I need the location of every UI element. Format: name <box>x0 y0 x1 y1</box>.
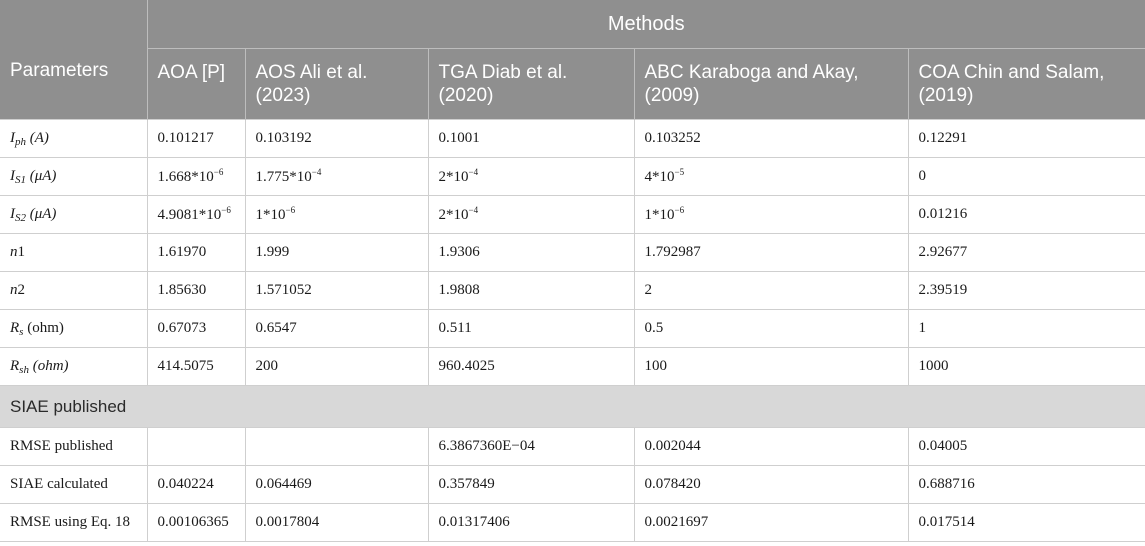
parameter-subscript: S2 <box>15 211 26 224</box>
value-cell: 1 <box>908 310 1145 348</box>
parameter-cell <box>0 196 147 234</box>
value-cell: 2.39519 <box>908 272 1145 310</box>
parameter-subscript: ph <box>15 135 26 148</box>
method-header: ABC Karaboga and Akay, (2009) <box>634 49 908 120</box>
value-cell: 1.9808 <box>428 272 634 310</box>
value-exponent: −6 <box>213 167 224 177</box>
metric-label: SIAE calculated <box>0 466 147 504</box>
value-cell: 1.61970 <box>147 234 245 272</box>
value-exponent: −5 <box>674 167 685 177</box>
value-cell <box>428 196 634 234</box>
value-base: 1.668*10 <box>157 169 214 185</box>
value-cell: 0.357849 <box>428 466 634 504</box>
parameter-symbol: I <box>10 205 15 222</box>
parameter-symbol: I <box>10 167 15 184</box>
value-cell: 0.078420 <box>634 466 908 504</box>
value-cell: 1.999 <box>245 234 428 272</box>
value-cell <box>147 428 245 466</box>
value-cell <box>245 196 428 234</box>
value-cell: 0.040224 <box>147 466 245 504</box>
value-cell <box>245 158 428 196</box>
value-exponent: −6 <box>285 205 296 215</box>
value-cell: 0.017514 <box>908 504 1145 542</box>
value-cell: 0.04005 <box>908 428 1145 466</box>
parameter-cell <box>0 158 147 196</box>
value-base: 4.9081*10 <box>157 207 222 223</box>
value-cell: 1.792987 <box>634 234 908 272</box>
parameter-cell <box>0 234 147 272</box>
value-cell: 1.9306 <box>428 234 634 272</box>
value-cell: 0.688716 <box>908 466 1145 504</box>
value-cell: 960.4025 <box>428 348 634 386</box>
value-cell: 2 <box>634 272 908 310</box>
parameter-symbol: n <box>10 244 18 260</box>
value-base: 2*10 <box>438 169 469 185</box>
value-base: 1.775*10 <box>255 169 312 185</box>
value-cell: 0.064469 <box>245 466 428 504</box>
table-row <box>0 196 1145 234</box>
value-base: 2*10 <box>438 207 469 223</box>
table-row <box>0 348 1145 386</box>
table-row <box>0 428 1145 466</box>
methods-group-header: Methods <box>147 0 1145 49</box>
parameter-cell <box>0 348 147 386</box>
value-cell: 0.002044 <box>634 428 908 466</box>
parameter-subscript: sh <box>19 363 29 376</box>
value-cell: 2.92677 <box>908 234 1145 272</box>
value-cell: 0.12291 <box>908 120 1145 158</box>
value-cell: 0.0017804 <box>245 504 428 542</box>
value-cell: 1000 <box>908 348 1145 386</box>
table-row <box>0 120 1145 158</box>
parameter-unit: (A) <box>26 129 49 146</box>
value-base: 1*10 <box>255 207 286 223</box>
value-cell: 0.00106365 <box>147 504 245 542</box>
parameter-subscript: S1 <box>15 173 26 186</box>
metric-label: RMSE using Eq. 18 <box>0 504 147 542</box>
value-base: 4*10 <box>644 169 675 185</box>
section-label: SIAE published <box>0 386 1145 428</box>
value-base: 1*10 <box>644 207 675 223</box>
parameter-symbol: R <box>10 319 20 336</box>
parameter-subscript: s <box>19 325 24 338</box>
parameter-unit: 2 <box>17 282 25 298</box>
value-cell: 0.01317406 <box>428 504 634 542</box>
value-cell: 0.511 <box>428 310 634 348</box>
value-exponent: −4 <box>468 205 479 215</box>
value-cell: 200 <box>245 348 428 386</box>
parameter-unit: (μA) <box>26 167 57 184</box>
header-blank-cell <box>0 0 147 49</box>
value-cell: 0.5 <box>634 310 908 348</box>
parameter-unit: (μA) <box>26 205 57 222</box>
parameter-symbol: R <box>10 357 20 374</box>
value-cell: 1.571052 <box>245 272 428 310</box>
value-cell: 1.85630 <box>147 272 245 310</box>
parameter-cell <box>0 120 147 158</box>
value-exponent: −4 <box>468 167 479 177</box>
value-cell <box>634 158 908 196</box>
parameter-unit: 1 <box>17 244 25 260</box>
parameter-unit: (ohm) <box>23 319 64 336</box>
value-cell <box>634 196 908 234</box>
value-exponent: −6 <box>674 205 685 215</box>
value-exponent: −6 <box>221 205 231 215</box>
value-cell <box>147 196 245 234</box>
value-cell: 0.103252 <box>634 120 908 158</box>
value-cell: 0.01216 <box>908 196 1145 234</box>
value-cell: 0.101217 <box>147 120 245 158</box>
metric-label: RMSE published <box>0 428 147 466</box>
value-cell: 414.5075 <box>147 348 245 386</box>
value-cell: 0.1001 <box>428 120 634 158</box>
value-cell: 6.3867360E−04 <box>428 428 634 466</box>
parameter-symbol: n <box>10 282 18 298</box>
value-cell: 0.0021697 <box>634 504 908 542</box>
table-row <box>0 158 1145 196</box>
value-cell: 0.103192 <box>245 120 428 158</box>
value-cell: 100 <box>634 348 908 386</box>
value-exponent: −4 <box>311 167 322 177</box>
value-cell: 0.6547 <box>245 310 428 348</box>
value-cell: 0 <box>908 158 1145 196</box>
table-row <box>0 310 1145 348</box>
method-header: AOS Ali et al. (2023) <box>245 49 428 120</box>
table-row <box>0 234 1145 272</box>
value-cell: 0.67073 <box>147 310 245 348</box>
value-cell <box>245 428 428 466</box>
parameter-cell <box>0 310 147 348</box>
section-row <box>0 386 1145 428</box>
table-row <box>0 272 1145 310</box>
parameter-unit: (ohm) <box>28 357 69 374</box>
method-header: COA Chin and Salam, (2019) <box>908 49 1145 120</box>
table-row <box>0 466 1145 504</box>
method-header: AOA [P] <box>147 49 245 120</box>
table-row <box>0 504 1145 542</box>
parameter-symbol: I <box>10 129 15 146</box>
parameter-cell <box>0 272 147 310</box>
value-cell <box>428 158 634 196</box>
parameters-header: Parameters <box>0 49 147 120</box>
table-body <box>0 120 1145 542</box>
method-header: TGA Diab et al. (2020) <box>428 49 634 120</box>
value-cell <box>147 158 245 196</box>
